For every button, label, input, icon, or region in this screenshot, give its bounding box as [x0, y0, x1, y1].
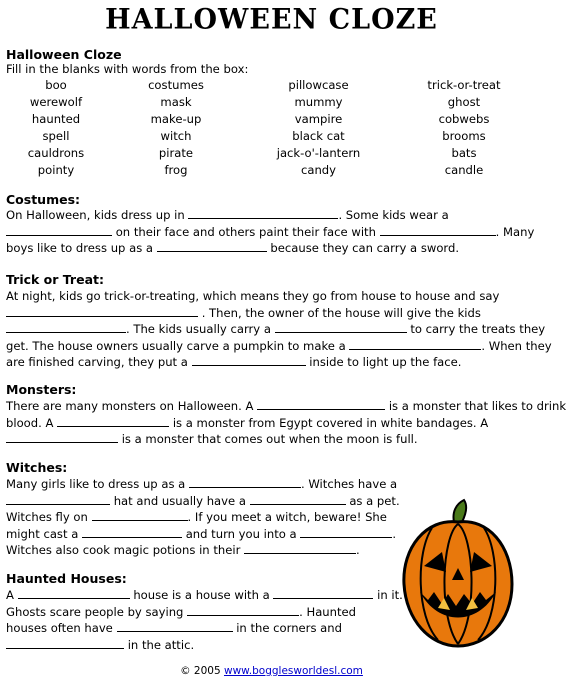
- text: . If you meet a witch, beware! She: [187, 510, 387, 524]
- pumpkin-stem: [453, 500, 466, 522]
- word: candy: [300, 163, 337, 177]
- word-row: [6, 95, 537, 112]
- blank[interactable]: [57, 415, 169, 427]
- text: .: [392, 526, 397, 541]
- word: pillowcase: [288, 78, 349, 92]
- haunted-paragraph: [6, 587, 403, 653]
- blank[interactable]: [157, 240, 267, 252]
- text: in the attic.: [127, 637, 195, 652]
- text: get. The house owners usually carve a pumpkin to make a: [6, 338, 346, 353]
- text: houses often have: [6, 621, 113, 635]
- worksheet-title: HALLOWEEN CLOZE: [105, 3, 438, 36]
- word: make-up: [150, 112, 202, 126]
- word: boo: [45, 78, 67, 92]
- word: frog: [164, 163, 188, 177]
- text: At night, kids go trick-or-treating, which means they go from house to house and say: [6, 289, 500, 303]
- section-title-witches: Witches:: [6, 460, 68, 475]
- blank[interactable]: [92, 509, 188, 521]
- text: might cast a: [6, 526, 79, 541]
- text: There are many monsters on Halloween. A: [6, 399, 254, 413]
- witches-paragraph: [6, 476, 400, 559]
- website-link[interactable]: www.bogglesworldesl.com: [223, 665, 363, 677]
- text: Ghosts scare people by saying: [6, 604, 184, 619]
- word: vampire: [294, 112, 343, 126]
- blank[interactable]: [6, 321, 126, 333]
- word: trick-or-treat: [427, 78, 501, 92]
- instructions: Fill in the blanks with words from the box:: [6, 62, 249, 76]
- text: are finished carving, they put a: [6, 355, 188, 369]
- blank[interactable]: [187, 604, 299, 616]
- jack-o-lantern-illustration: [398, 496, 518, 650]
- text: On Halloween, kids dress up in: [6, 208, 185, 222]
- text: . Then, the owner of the house will give the kids: [201, 305, 481, 320]
- footer: [6, 665, 537, 677]
- text: in the corners and: [236, 621, 342, 635]
- text: as a pet.: [349, 493, 400, 508]
- cloze-heading: Halloween Cloze: [6, 47, 122, 62]
- blank[interactable]: [188, 207, 338, 219]
- monsters-paragraph: [6, 398, 566, 448]
- blank[interactable]: [6, 493, 110, 505]
- word: mask: [160, 95, 192, 109]
- blank[interactable]: [189, 476, 301, 488]
- costumes-paragraph: [6, 207, 534, 257]
- text: and turn you into a: [185, 526, 297, 541]
- text: is a monster that comes out when the moon is full.: [121, 432, 418, 446]
- word: ghost: [447, 95, 481, 109]
- word: black cat: [292, 129, 345, 143]
- word-row: [6, 146, 537, 163]
- text: in it.: [377, 588, 403, 602]
- blank[interactable]: [117, 620, 233, 632]
- section-title-haunted-houses: Haunted Houses:: [6, 571, 127, 586]
- word: candle: [444, 163, 484, 177]
- text: . The kids usually carry a: [126, 322, 271, 336]
- text: Many girls like to dress up as a: [6, 477, 186, 491]
- word: cobwebs: [438, 112, 490, 126]
- blank[interactable]: [192, 354, 306, 366]
- text: Witches fly on: [6, 510, 88, 524]
- blank[interactable]: [6, 431, 118, 443]
- text: . Some kids wear a: [338, 208, 449, 222]
- text: inside to light up the face.: [309, 355, 462, 369]
- trick-paragraph: [6, 288, 552, 371]
- text: blood. A: [6, 415, 54, 430]
- word: pirate: [158, 146, 194, 160]
- text: . Many: [495, 224, 535, 239]
- text: . Witches have a: [300, 477, 398, 491]
- section-title-monsters: Monsters:: [6, 382, 77, 397]
- word: werewolf: [29, 95, 83, 109]
- text: on their face and others paint their face with: [115, 224, 376, 239]
- blank[interactable]: [257, 398, 385, 410]
- text: to carry the treats they: [410, 322, 546, 336]
- blank[interactable]: [18, 587, 130, 599]
- blank[interactable]: [275, 321, 407, 333]
- text: is a monster that likes to drink: [388, 399, 566, 413]
- section-title-costumes: Costumes:: [6, 192, 81, 207]
- blank[interactable]: [6, 305, 198, 317]
- word-row: [6, 129, 537, 146]
- copyright: © 2005: [180, 665, 221, 677]
- text: hat and usually have a: [113, 493, 246, 508]
- worksheet: [6, 0, 566, 684]
- text: . Haunted: [299, 604, 357, 619]
- word: brooms: [442, 129, 486, 143]
- word: cauldrons: [27, 146, 85, 160]
- word: jack-o'-lantern: [276, 146, 361, 160]
- text: Witches also cook magic potions in their: [6, 543, 241, 557]
- blank[interactable]: [244, 542, 356, 554]
- blank[interactable]: [6, 637, 124, 649]
- word: spell: [42, 129, 70, 143]
- section-title-trick-or-treat: Trick or Treat:: [6, 272, 104, 287]
- blank[interactable]: [250, 493, 346, 505]
- blank[interactable]: [380, 224, 496, 236]
- text: house is a house with a: [133, 588, 270, 602]
- blank[interactable]: [273, 587, 373, 599]
- text: is a monster from Egypt covered in white bandages. A: [172, 415, 489, 430]
- word: haunted: [31, 112, 81, 126]
- word-row: [6, 78, 537, 95]
- word: costumes: [148, 78, 204, 92]
- text: A: [6, 588, 14, 602]
- word: pointy: [37, 163, 75, 177]
- blank[interactable]: [349, 338, 481, 350]
- word-row: [6, 163, 537, 180]
- word-row: [6, 112, 537, 129]
- blank[interactable]: [300, 526, 392, 538]
- text: because they can carry a sword.: [270, 241, 460, 255]
- text: .: [356, 543, 360, 557]
- word: mummy: [294, 95, 343, 109]
- text: boys like to dress up as a: [6, 241, 154, 255]
- blank[interactable]: [6, 224, 112, 236]
- word: bats: [451, 146, 477, 160]
- text: . When they: [481, 338, 552, 353]
- word-box: [6, 78, 537, 180]
- word: witch: [160, 129, 192, 143]
- blank[interactable]: [82, 526, 182, 538]
